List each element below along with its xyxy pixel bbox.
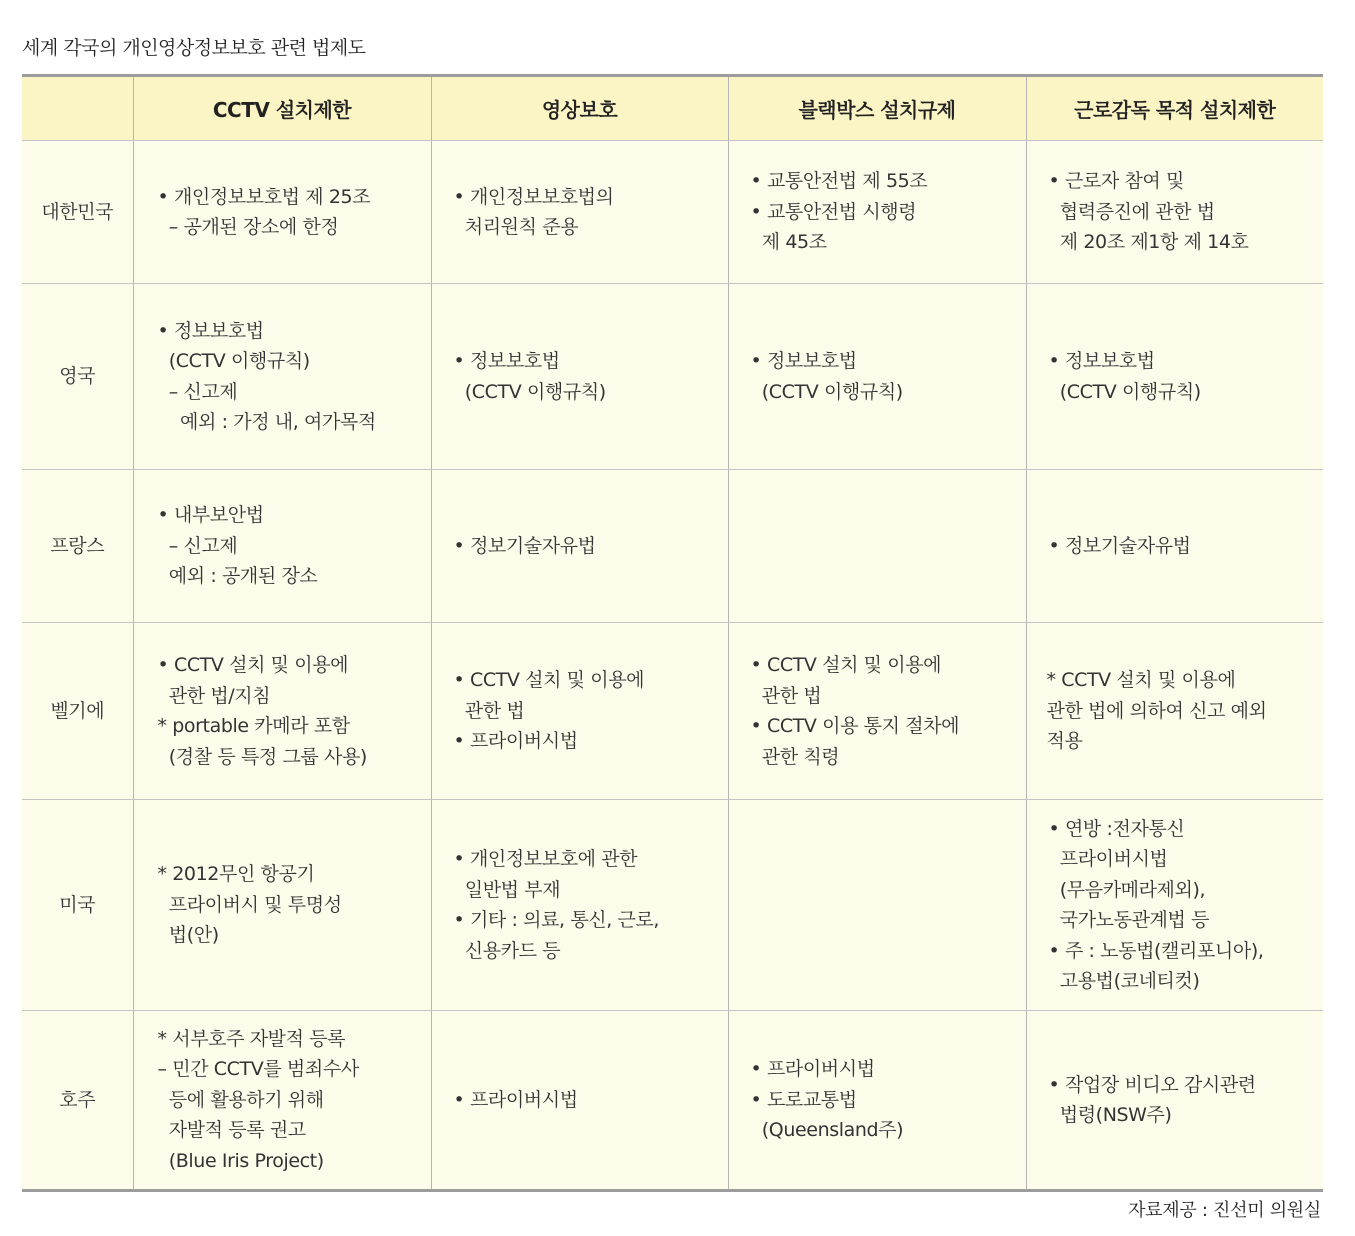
law-cell-line: • CCTV 이용 통지 절차에 xyxy=(750,715,960,737)
law-cell xyxy=(1026,284,1323,470)
law-cell-line: * CCTV 설치 및 이용에 xyxy=(1046,669,1236,692)
law-cell-line: • 작업장 비디오 감시관련 xyxy=(1048,1073,1256,1096)
law-cell xyxy=(1026,470,1323,623)
law-cell-line: 신용카드 등 xyxy=(453,939,561,962)
law-cell xyxy=(728,470,1026,623)
law-cell-line: 고용법(코네티컷) xyxy=(1048,970,1200,992)
law-cell-line: • CCTV 설치 및 이용에 xyxy=(157,654,349,676)
law-cell-line: • 연방 :전자통신 xyxy=(1048,817,1185,840)
header-labor-monitoring: 근로감독 목적 설치제한 xyxy=(1026,76,1323,141)
law-cell-line: • 내부보안법 xyxy=(157,504,264,527)
law-cell-line: – 민간 CCTV를 범죄수사 xyxy=(157,1058,359,1081)
law-cell-line: • 개인정보보호에 관한 xyxy=(453,848,638,870)
country-cell: 미국 xyxy=(22,800,133,1011)
law-cell xyxy=(431,470,728,623)
law-cell-line: 프라이버시법 xyxy=(1048,848,1168,870)
law-cell-line: 관한 법 xyxy=(453,699,525,722)
law-cell-line: 법(안) xyxy=(157,924,219,947)
law-cell xyxy=(1026,800,1323,1011)
law-cell-line: 국가노동관계법 등 xyxy=(1048,909,1210,931)
law-cell-line: (CCTV 이행규칙) xyxy=(750,380,903,403)
country-cell: 프랑스 xyxy=(22,470,133,623)
law-cell-line: 관한 법/지침 xyxy=(157,684,271,707)
table-row xyxy=(22,800,1323,1011)
law-cell xyxy=(728,800,1026,1011)
table-row xyxy=(22,470,1323,623)
law-cell xyxy=(431,1011,728,1191)
law-cell-line: • 정보보호법 xyxy=(1048,350,1155,372)
header-corner xyxy=(22,76,133,141)
law-cell xyxy=(728,1011,1026,1191)
law-cell-line: • 기타 : 의료, 통신, 근로, xyxy=(453,909,660,931)
country-cell: 영국 xyxy=(22,284,133,470)
law-cell-line: • CCTV 설치 및 이용에 xyxy=(453,669,645,692)
law-cell xyxy=(1026,623,1323,800)
law-cell-line: • 정보기술자유법 xyxy=(453,534,596,557)
law-cell-line: 제 45조 xyxy=(750,231,827,254)
law-cell-line: – 신고제 xyxy=(157,380,238,403)
law-cell-line: • 프라이버시법 xyxy=(453,730,578,753)
law-cell-line: • 프라이버시법 xyxy=(453,1088,578,1111)
law-cell-line: • 정보보호법 xyxy=(157,319,264,342)
law-cell xyxy=(431,141,728,284)
law-cell-line: 법령(NSW주) xyxy=(1048,1104,1172,1126)
law-cell xyxy=(133,623,431,800)
law-cell-line: • 주 : 노동법(캘리포니아), xyxy=(1048,939,1264,962)
law-cell xyxy=(431,623,728,800)
law-cell-line: (Queensland주) xyxy=(750,1119,904,1142)
law-cell-line: (무음카메라제외), xyxy=(1048,878,1206,901)
header-video-protection: 영상보호 xyxy=(431,76,728,141)
law-cell xyxy=(133,800,431,1011)
table-header-row xyxy=(22,76,1323,141)
law-cell xyxy=(728,623,1026,800)
law-cell-line: 일반법 부재 xyxy=(453,878,561,901)
law-comparison-table xyxy=(22,74,1323,1192)
law-cell xyxy=(1026,141,1323,284)
law-cell-line: (CCTV 이행규칙) xyxy=(453,380,606,403)
law-cell-line: * portable 카메라 포함 xyxy=(157,715,350,737)
law-cell xyxy=(728,284,1026,470)
law-cell-line: • 교통안전법 시행령 xyxy=(750,200,917,223)
table-row xyxy=(22,623,1323,800)
law-cell xyxy=(133,141,431,284)
law-cell-line: * 2012무인 항공기 xyxy=(157,863,315,886)
law-cell-line: (CCTV 이행규칙) xyxy=(1048,380,1201,403)
law-cell-line: • 도로교통법 xyxy=(750,1088,857,1111)
law-cell xyxy=(133,1011,431,1191)
country-cell: 벨기에 xyxy=(22,623,133,800)
law-cell xyxy=(431,284,728,470)
law-cell-line: • 근로자 참여 및 xyxy=(1048,170,1184,193)
law-cell-line: 예외 : 공개된 장소 xyxy=(157,565,318,588)
law-cell-line: 자발적 등록 권고 xyxy=(157,1119,306,1142)
law-cell-line: • 프라이버시법 xyxy=(750,1058,875,1081)
table-row xyxy=(22,141,1323,284)
law-cell-line: (경찰 등 특정 그룹 사용) xyxy=(157,745,367,768)
source-credit: 자료제공 : 진선미 의원실 xyxy=(1128,1200,1321,1221)
law-cell xyxy=(728,141,1026,284)
law-cell-line: (CCTV 이행규칙) xyxy=(157,350,310,372)
law-cell xyxy=(133,284,431,470)
law-cell-line: 예외 : 가정 내, 여가목적 xyxy=(157,411,376,433)
law-cell-line: 적용 xyxy=(1046,730,1083,753)
table-row xyxy=(22,284,1323,470)
law-cell-line: (Blue Iris Project) xyxy=(157,1149,324,1172)
country-cell: 호주 xyxy=(22,1011,133,1191)
law-cell-line: 등에 활용하기 위해 xyxy=(157,1088,324,1111)
law-cell-line: • 정보보호법 xyxy=(453,350,560,372)
law-cell-line: – 신고제 xyxy=(157,534,238,557)
law-cell xyxy=(133,470,431,623)
table-row xyxy=(22,1011,1323,1191)
header-blackbox-regulation: 블랙박스 설치규제 xyxy=(728,76,1026,141)
law-cell-line: 처리원칙 준용 xyxy=(453,216,579,238)
country-cell: 대한민국 xyxy=(22,141,133,284)
law-cell xyxy=(1026,1011,1323,1191)
law-cell-line: • 개인정보보호법의 xyxy=(453,185,614,208)
law-cell-line: * 서부호주 자발적 등록 xyxy=(157,1027,346,1050)
law-cell-line: – 공개된 장소에 한정 xyxy=(157,216,339,238)
law-cell xyxy=(431,800,728,1011)
law-cell-line: 프라이버시 및 투명성 xyxy=(157,893,342,916)
law-cell-line: 관한 법 xyxy=(750,684,822,707)
law-cell-line: 관한 법에 의하여 신고 예외 xyxy=(1046,699,1267,722)
law-cell-line: • 교통안전법 제 55조 xyxy=(750,170,928,193)
law-cell-line: 제 20조 제1항 제 14호 xyxy=(1048,231,1249,254)
law-cell-line: 관한 칙령 xyxy=(750,745,840,768)
header-cctv-restriction: CCTV 설치제한 xyxy=(133,76,431,141)
law-cell-line: • CCTV 설치 및 이용에 xyxy=(750,654,942,676)
law-cell-line: 협력증진에 관한 법 xyxy=(1048,200,1215,223)
law-cell-line: • 정보기술자유법 xyxy=(1048,534,1191,557)
table-title: 세계 각국의 개인영상정보보호 관련 법제도 xyxy=(22,37,366,59)
law-cell-line: • 정보보호법 xyxy=(750,350,857,372)
law-cell-line: • 개인정보보호법 제 25조 xyxy=(157,185,371,208)
